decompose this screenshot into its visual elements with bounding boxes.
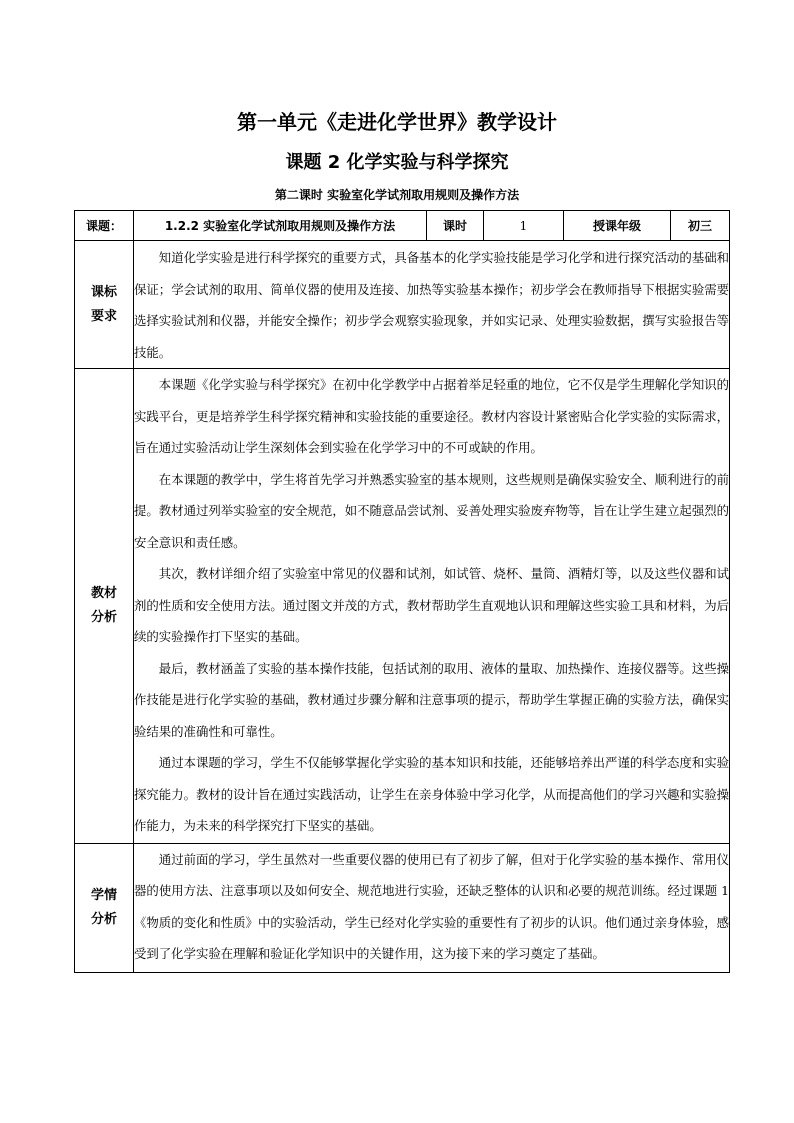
period-label: 课时 xyxy=(427,211,484,241)
grade-label: 授课年级 xyxy=(564,211,671,241)
paragraph: 通过前面的学习，学生虽然对一些重要仪器的使用已有了初步了解，但对于化学实验的基本操作、常用仪器的使用方法、注意事项以及如何安全、规范地进行实验，还缺乏整体的认识和必要的规范训练。经过课题 1《物质的变化和性质》中的实验活动，学生已经对化学实验的重要性有了初步的认识。他们通过亲身体验，感受到了化学实验在理解和验证化学知识中的关键作用，这为接下来的学习奠定了基础。 xyxy=(134,851,729,961)
document-title: 第一单元《走进化学世界》教学设计 xyxy=(237,110,557,134)
paragraph: 知道化学实验是进行科学探究的重要方式，具备基本的化学实验技能是学习化学和进行探究活动的基础和保证；学会试剂的取用、简单仪器的使用及连接、加热等实验基本操作；初步学会在教师指导下根据实验需要选择实验试剂和仪器，并能安全操作；初步学会观察实验现象，并如实记录、处理实验数据，撰写实验报告等技能。 xyxy=(134,250,729,360)
section-content xyxy=(134,843,730,972)
paragraph: 通过本课题的学习，学生不仅能够掌握化学实验的基本知识和技能，还能够培养出严谨的科学态度和实验探究能力。教材的设计旨在通过实践活动，让学生在亲身体验中学习化学，从而提高他们的学习兴趣和实验操作能力，为未来的科学探究打下坚实的基础。 xyxy=(134,755,729,833)
section-content xyxy=(134,369,730,844)
section-label-line2: 分析 xyxy=(90,911,117,927)
topic-label: 课题： xyxy=(75,211,134,241)
paragraph: 在本课题的教学中，学生将首先学习并熟悉实验室的基本规则，这些规则是确保实验安全、顺利进行的前提。教材通过列举实验室的安全规范，如不随意品尝试剂、妥善处理实验废弃物等，旨在让学生建立起强烈的安全意识和责任感。 xyxy=(134,471,729,550)
section-label-line2: 分析 xyxy=(90,609,117,625)
period-value: 1 xyxy=(484,211,564,241)
paragraph: 本课题《化学实验与科学探究》在初中化学教学中占据着举足轻重的地位，它不仅是学生理解化学知识的实践平台，更是培养学生科学探究精神和实验技能的重要途径。教材内容设计紧密贴合化学实验的实际需求，旨在通过实验活动让学生深刻体会到实验在化学学习中的不可或缺的作用。 xyxy=(134,377,729,455)
section-label-line1: 课标 xyxy=(90,284,117,300)
section-label-line1: 学情 xyxy=(90,887,117,903)
section-label xyxy=(75,369,134,844)
section-label-line2: 要求 xyxy=(90,308,117,324)
section-label-line1: 教材 xyxy=(90,585,117,601)
paragraph: 其次，教材详细介绍了实验室中常见的仪器和试剂，如试管、烧杯、量筒、酒精灯等，以及这些仪器和试剂的性质和安全使用方法。通过图文并茂的方式，教材帮助学生直观地认识和理解这些实验工具和材料，为后续的实验操作打下坚实的基础。 xyxy=(134,566,729,644)
section-label xyxy=(75,843,134,972)
lesson-plan-table xyxy=(74,210,730,973)
section-content xyxy=(134,241,730,369)
curriculum-requirements-row xyxy=(75,241,730,369)
section-label xyxy=(75,241,134,369)
student-analysis-row xyxy=(75,843,730,972)
period-subtitle: 第二课时 实验室化学试剂取用规则及操作方法 xyxy=(274,188,520,202)
textbook-analysis-row xyxy=(75,369,730,844)
paragraph: 最后，教材涵盖了实验的基本操作技能，包括试剂的取用、液体的量取、加热操作、连接仪器等。这些操作技能是进行化学实验的基础，教材通过步骤分解和注意事项的提示，帮助学生掌握正确的实验方法，确保实验结果的准确性和可靠性。 xyxy=(134,660,729,739)
header-row xyxy=(75,211,730,241)
lesson-title: 课题 2 化学实验与科学探究 xyxy=(285,152,509,173)
topic-value: 1.2.2 实验室化学试剂取用规则及操作方法 xyxy=(134,211,427,241)
grade-value: 初三 xyxy=(671,211,730,241)
